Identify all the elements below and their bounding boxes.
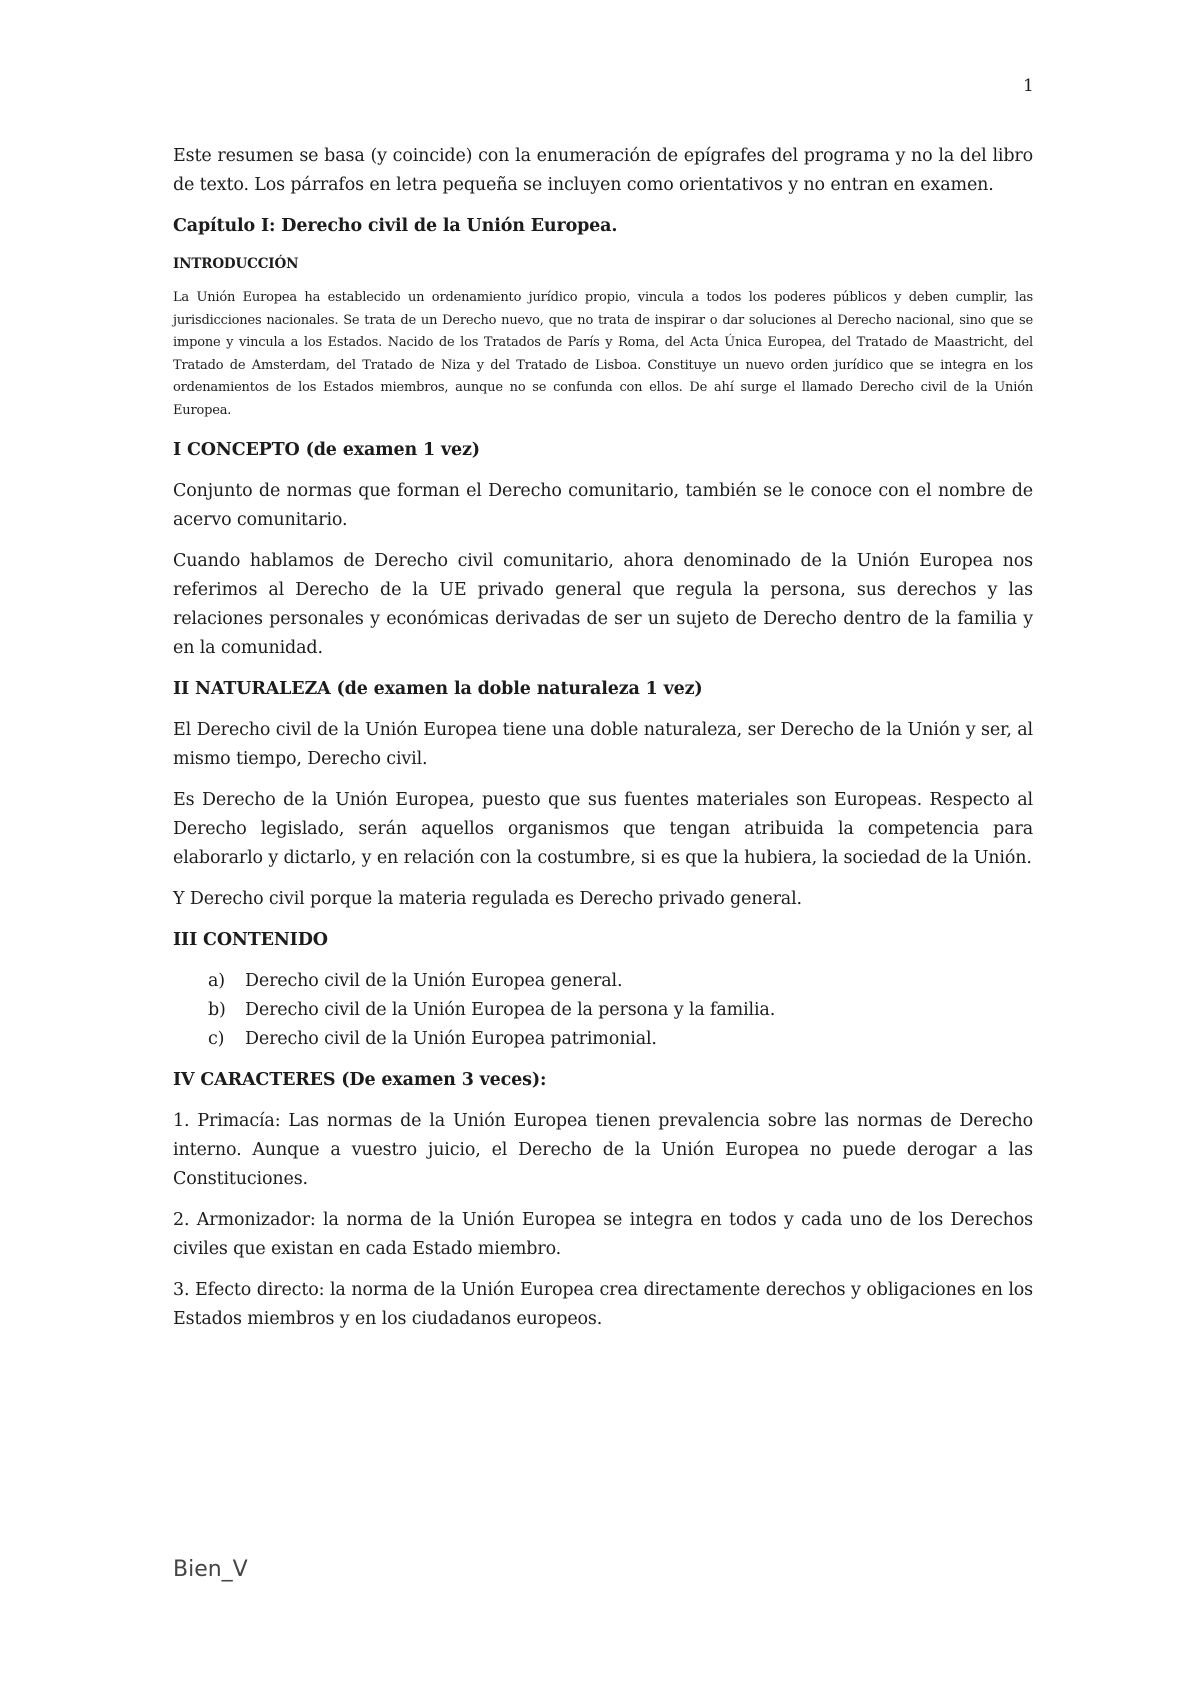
contenido-heading: III CONTENIDO — [173, 930, 328, 950]
concepto-paragraph-2: Cuando hablamos de Derecho civil comunitario, ahora denominado de la Unión Europea nos referimos al Derecho de la UE privado general que regula la persona, sus derechos y las relaciones personales y económicas derivadas de ser un sujeto de Derecho dentro de la familia y en la comunidad. — [173, 551, 1033, 658]
list-marker: b) — [208, 1000, 226, 1020]
document-body — [173, 142, 1033, 1346]
list-marker: a) — [208, 971, 225, 991]
footer-watermark: Bien_V — [173, 1557, 248, 1582]
list-item — [173, 996, 1033, 1025]
contenido-list — [173, 967, 1033, 1054]
chapter-title: Capítulo I: Derecho civil de la Unión Europea. — [173, 216, 618, 236]
list-item-text: Derecho civil de la Unión Europea general. — [245, 971, 623, 991]
naturaleza-paragraph-1: El Derecho civil de la Unión Europea tiene una doble naturaleza, ser Derecho de la Unión y ser, al mismo tiempo, Derecho civil. — [173, 720, 1033, 769]
intro-paragraph: Este resumen se basa (y coincide) con la enumeración de epígrafes del programa y no la del libro de texto. Los párrafos en letra pequeña se incluyen como orientativos y no entran en examen. — [173, 146, 1033, 195]
concepto-paragraph-1: Conjunto de normas que forman el Derecho comunitario, también se le conoce con el nombre de acervo comunitario. — [173, 481, 1033, 530]
list-item-text: Derecho civil de la Unión Europea patrimonial. — [245, 1029, 657, 1049]
naturaleza-paragraph-3: Y Derecho civil porque la materia regulada es Derecho privado general. — [173, 889, 802, 909]
introduccion-paragraph: La Unión Europea ha establecido un ordenamiento jurídico propio, vincula a todos los poderes públicos y deben cumplir, las jurisdicciones nacionales. Se trata de un Derecho nuevo, que no trata de inspirar o dar soluciones al Derecho nacional, sino que se impone y vincula a los Estados. Nacido de los Tratados de París y Roma, del Acta Única Europea, del Tratado de Maastricht, del Tratado de Amsterdam, del Tratado de Niza y del Tratado de Lisboa. Constituye un nuevo orden jurídico que se integra en los ordenamientos de los Estados miembros, aunque no se confunda con ellos. De ahí surge el llamado Derecho civil de la Unión Europea. — [173, 290, 1033, 418]
naturaleza-heading: II NATURALEZA (de examen la doble naturaleza 1 vez) — [173, 679, 703, 699]
list-item — [173, 967, 1033, 996]
list-item-text: Derecho civil de la Unión Europea de la persona y la familia. — [245, 1000, 776, 1020]
list-item — [173, 1025, 1033, 1054]
page-number: 1 — [1023, 76, 1034, 96]
caracteres-heading: IV CARACTERES (De examen 3 veces): — [173, 1070, 547, 1090]
caracteres-paragraph-2: 2. Armonizador: la norma de la Unión Europea se integra en todos y cada uno de los Derechos civiles que existan en cada Estado miembro. — [173, 1210, 1033, 1259]
naturaleza-paragraph-2: Es Derecho de la Unión Europea, puesto que sus fuentes materiales son Europeas. Respecto al Derecho legislado, serán aquellos organismos que tengan atribuida la competencia para elaborarlo y dictarlo, y en relación con la costumbre, si es que la hubiera, la sociedad de la Unión. — [173, 790, 1033, 868]
caracteres-paragraph-3: 3. Efecto directo: la norma de la Unión Europea crea directamente derechos y obligaciones en los Estados miembros y en los ciudadanos europeos. — [173, 1280, 1033, 1329]
introduccion-heading: INTRODUCCIÓN — [173, 256, 299, 272]
list-marker: c) — [208, 1029, 225, 1049]
caracteres-paragraph-1: 1. Primacía: Las normas de la Unión Europea tienen prevalencia sobre las normas de Derecho interno. Aunque a vuestro juicio, el Derecho de la Unión Europea no puede derogar a las Constituciones. — [173, 1111, 1033, 1189]
concepto-heading: I CONCEPTO (de examen 1 vez) — [173, 440, 480, 460]
